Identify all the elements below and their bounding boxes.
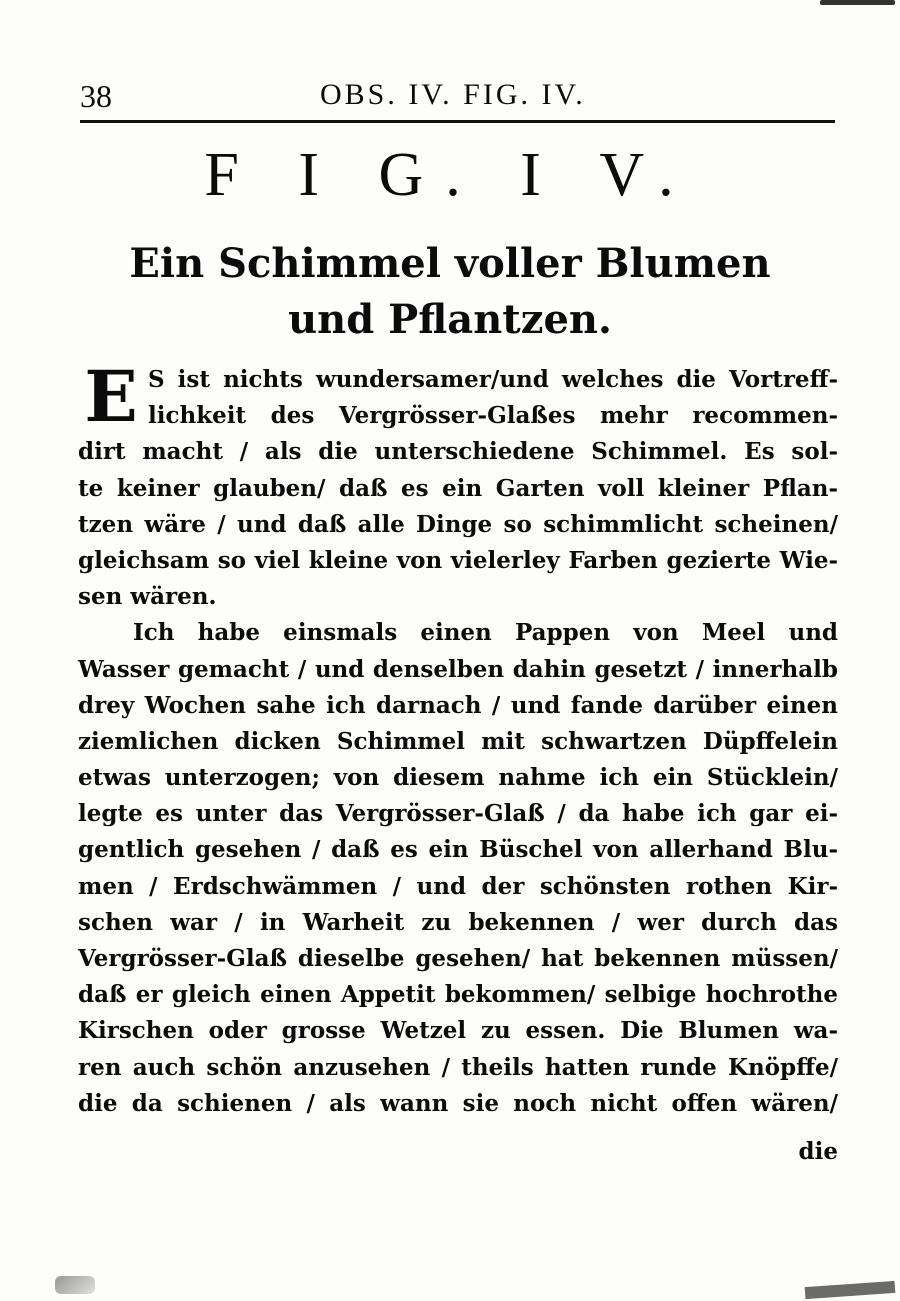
text-line: Ich habe einsmals einen Pappen von Meel und — [133, 619, 838, 647]
text-line: ziemlichen dicken Schimmel mit schwartzen Düpffelein — [78, 727, 838, 755]
text-line: S ist nichts wundersamer/und welches die Vortreff- — [148, 366, 838, 393]
text-line: Kirschen oder grosse Wetzel zu essen. Die Blumen wa- — [78, 1017, 838, 1045]
subtitle-line-2: und Pflantzen. — [288, 296, 612, 343]
text-line: ren auch schön anzusehen / theils hatten runde Knöpffe/ — [78, 1053, 838, 1081]
text-line: tzen wäre / und daß alle Dinge so schimmlicht scheinen/ — [78, 510, 838, 538]
text-line: daß er gleich einen Appetit bekommen/ selbige hochrothe — [78, 981, 838, 1009]
page-number: 38 — [80, 78, 112, 114]
text-line: die da schienen / als wann sie noch nicht offen wären/ — [78, 1089, 838, 1117]
text-line: Vergrösser-Glaß dieselbe gesehen/ hat bekennen müssen/ — [78, 945, 838, 972]
ink-smudge — [805, 1281, 896, 1299]
text-line: gentlich gesehen / daß es ein Büschel von allerhand Blu- — [78, 836, 838, 864]
text-line: dirt macht / als die unterschiedene Schimmel. Es sol- — [78, 438, 838, 466]
text-line: sen wären. — [78, 583, 217, 611]
figure-title: F I G. I V. — [204, 141, 696, 209]
subtitle-line-1: Ein Schimmel voller Blumen — [129, 240, 771, 287]
header-rule — [80, 120, 835, 123]
text-line: men / Erdschwämmen / und der schönsten rothen Kir- — [78, 872, 838, 900]
ink-smudge — [820, 0, 895, 5]
body-text — [78, 355, 838, 1122]
drop-cap: E — [84, 355, 138, 438]
text-line: legte es unter das Vergrösser-Glaß / da habe ich gar ei- — [78, 800, 838, 828]
catchword: die — [798, 1138, 838, 1165]
running-head: OBS. IV. FIG. IV. — [320, 78, 586, 111]
text-line: gleichsam so viel kleine von vielerley Farben gezierte Wie- — [78, 546, 838, 574]
text-line: lichkeit des Vergrösser-Glaßes mehr recommen- — [148, 402, 838, 430]
text-line: Wasser gemacht / und denselben dahin gesetzt / innerhalb — [78, 655, 838, 683]
page-header — [80, 78, 835, 118]
text-line: schen war / in Warheit zu bekennen / wer durch das — [78, 908, 838, 936]
text-line: drey Wochen sahe ich darnach / und fande darüber einen — [78, 691, 838, 719]
text-line: etwas unterzogen; von diesem nahme ich ein Stücklein/ — [78, 764, 838, 792]
ink-smudge — [55, 1276, 95, 1294]
text-line: te keiner glauben/ daß es ein Garten voll kleiner Pflan- — [78, 474, 838, 502]
